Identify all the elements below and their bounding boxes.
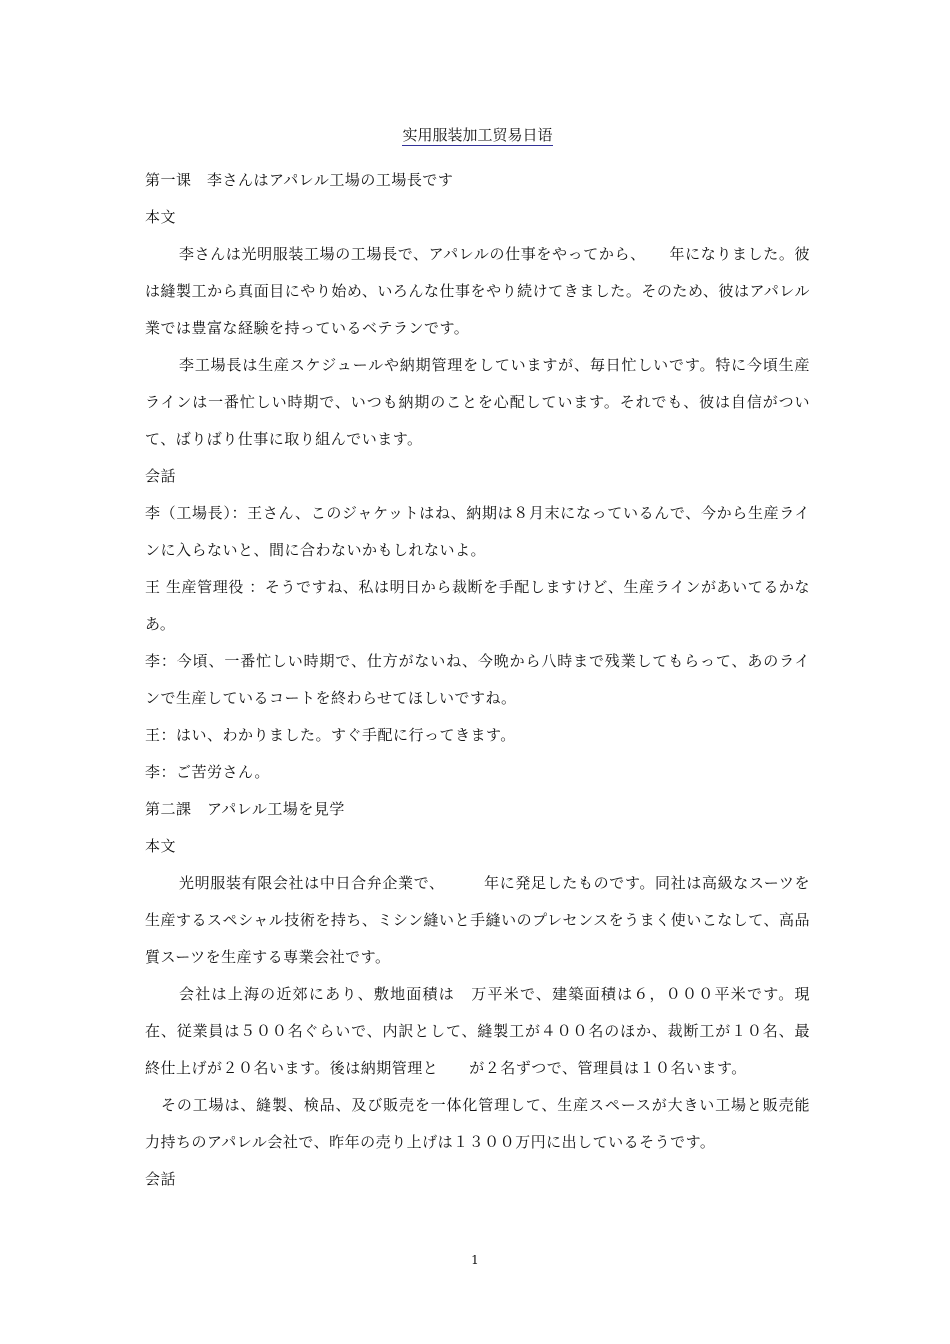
dialogue-line: 李：ご苦労さん。 (145, 763, 270, 781)
dialogue-line: 李（工場長）：王さん、このジャケットはね、納期は８月末になっているんで、今から生産ラインに入らないと、間に合わないかもしれないよ。 (145, 504, 810, 559)
lesson-1-heading: 第一课 李さんはアパレル工場の工場長です (145, 171, 454, 189)
document-title (145, 124, 810, 146)
dialogue-line: 王：はい、わかりました。すぐ手配に行ってきます。 (145, 726, 516, 744)
page-content (145, 124, 810, 1198)
lesson-2-text-label: 本文 (145, 837, 177, 855)
lesson-2-paragraph: 会社は上海の近郊にあり、敷地面積は 万平米で、建築面積は６，０００平米です。現在、従業員は５００名ぐらいで、内訳として、縫製工が４００名のほか、裁断工が１０名、最終仕上げが２０名います。後は納期管理と が２名ずつで、管理員は１０名います。 (145, 985, 810, 1077)
page-number: 1 (471, 1253, 479, 1267)
lesson-2-dialogue-label: 会話 (145, 1170, 177, 1188)
lesson-1-paragraph: 李工場長は生産スケジュールや納期管理をしていますが、毎日忙しいです。特に今頃生産ラインは一番忙しい時期で、いつも納期のことを心配しています。それでも、彼は自信がついて、ばりばり仕事に取り組んでいます。 (145, 356, 810, 448)
document-title-text: 实用服装加工贸易日语 (402, 126, 553, 144)
lesson-2-heading: 第二課 アパレル工場を見学 (145, 800, 345, 818)
lesson-1-text-label: 本文 (145, 208, 177, 226)
lesson-1-dialogue-label: 会話 (145, 467, 177, 485)
lesson-1-paragraph: 李さんは光明服装工場の工場長で、アパレルの仕事をやってから、 年になりました。彼は縫製工から真面目にやり始め、いろんな仕事をやり続けてきました。そのため、彼はアパレル業では豊富な経験を持っているベテランです。 (145, 245, 810, 337)
dialogue-line: 李：今頃、一番忙しい時期で、仕方がないね、今晩から八時まで残業してもらって、あのラインで生産しているコートを終わらせてほしいですね。 (145, 652, 810, 707)
lesson-2-paragraph: 光明服装有限会社は中日合弁企業で、 年に発足したものです。同社は高級なスーツを生産するスペシャル技術を持ち、ミシン縫いと手縫いのプレセンスをうまく使いこなして、高品質スーツを生産する専業会社です。 (145, 874, 810, 966)
lesson-2-paragraph: その工場は、縫製、検品、及び販売を一体化管理して、生産スペースが大きい工場と販売能力持ちのアパレル会社で、昨年の売り上げは１３００万円に出しているそうです。 (145, 1096, 810, 1151)
dialogue-line: 王 生産管理役 ：そうですね、私は明日から裁断を手配しますけど、生産ラインがあいてるかなあ。 (145, 578, 810, 633)
